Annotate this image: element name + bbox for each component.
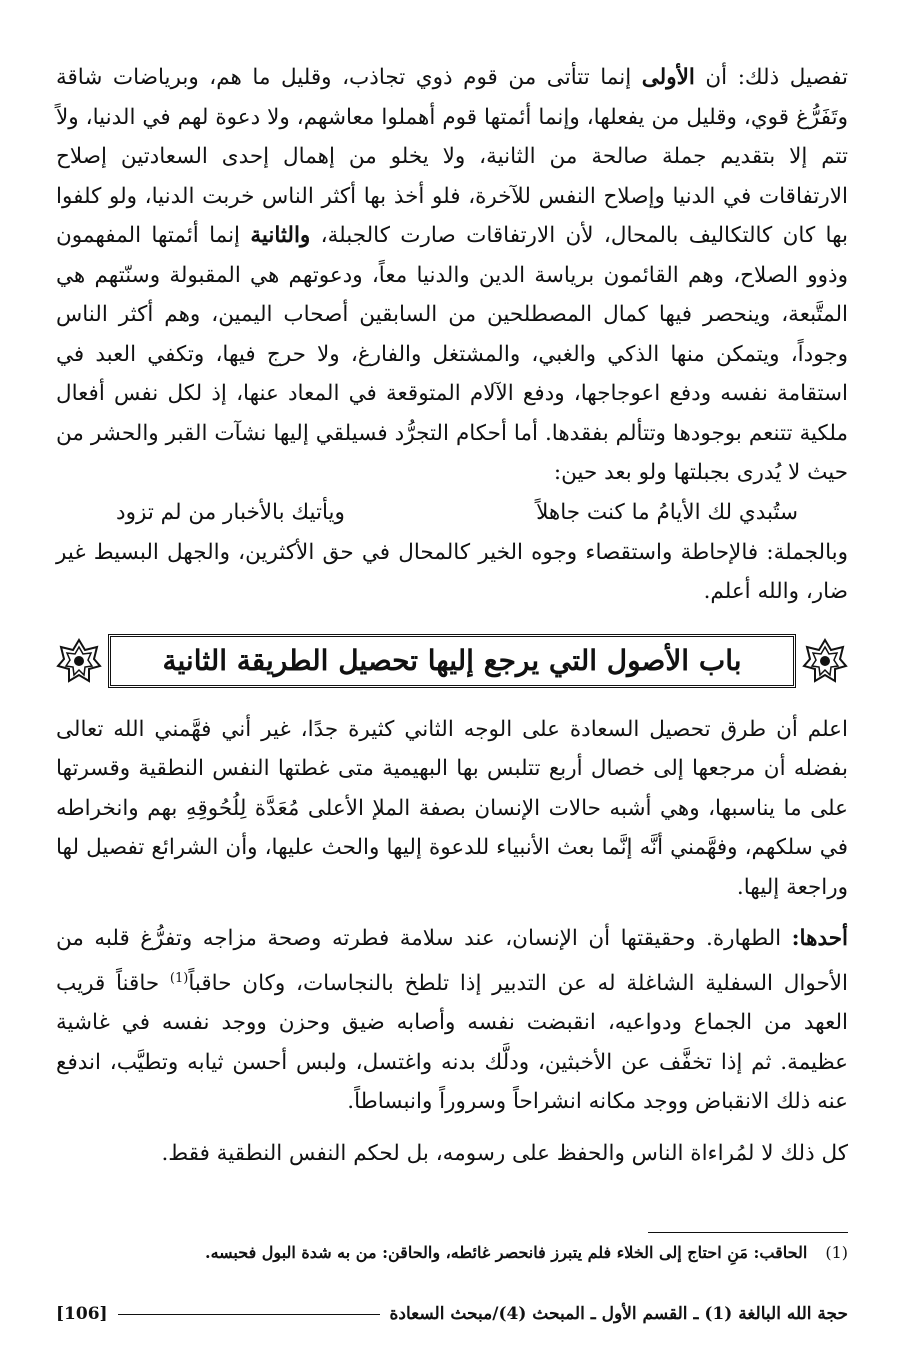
bold-term: الأولى xyxy=(641,65,695,90)
paragraph-detail xyxy=(56,58,848,493)
footer-title: حجة الله البالغة (1) ـ القسم الأول ـ المبحث (4)/مبحث السعادة xyxy=(389,1304,848,1324)
paragraph-summary: وبالجملة: فالإحاطة واستقصاء وجوه الخير كالمحال في حق الأكثرين، والجهل البسيط غير ضار، والله أعلم. xyxy=(56,539,848,604)
octagram-ornament-icon xyxy=(802,638,848,684)
footnote xyxy=(60,1240,848,1266)
footnote-divider xyxy=(648,1232,848,1233)
poem-hemistich-right: ستُبدي لك الأيامُ ما كنت جاهلاً xyxy=(536,499,798,525)
text-run: تفصيل ذلك: أن xyxy=(694,65,848,90)
bold-term: والثانية xyxy=(250,223,311,248)
footer-rule xyxy=(118,1314,380,1315)
octagram-ornament-icon xyxy=(56,638,102,684)
footnote-text: الحاقب: مَنِ احتاج إلى الخلاء فلم يتبرز فانحصر غائطه، والحاقن: من به شدة البول فحبسه. xyxy=(205,1243,808,1262)
bold-term: أحدها: xyxy=(791,926,848,951)
section-title: باب الأصول التي يرجع إليها تحصيل الطريقة الثانية xyxy=(108,634,796,688)
poem-hemistich-left: ويأتيك بالأخبار من لم تزود xyxy=(116,499,345,525)
text-run: حاقناً قريب العهد من الجماع ودواعيه، انقبضت نفسه وأصابه ضيق وحزن ووجد نفسه في غاشية عظيمة. ثم إذا تخفَّف عن الأخبثين، ودلَّك بدنه واغتسل، ولبس أحسن ثيابه وتطيَّب، اندفع عنه ذلك الانقباض ووجد مكانه انشراحاً وسروراً وانبساطاً. xyxy=(56,970,848,1115)
text-run: الطهارة. وحقيقتها أن الإنسان، عند سلامة فطرته وصحة مزاجه وتفرُّغ قلبه من الأحوال السفلية الشاغلة له عن التدبير إذا تلطخ بالنجاسات، وكان حاقباً xyxy=(56,926,848,996)
footnote-reference: (1) xyxy=(169,970,189,986)
running-footer xyxy=(56,1304,848,1324)
text-run: إنما تتأتى من قوم ذوي تجاذب، وقليل ما هم، وبرياضات شاقة وتَفَرُّغ قوي، وقليل من يفعلها، وإنما أئمتها قوم أهملوا معاشهم، ولا دعوة لهم في الدنيا، ولاً تتم إلا بتقديم جملة صالحة من الثانية، ولا يخلو من إهمال إحدى السعادتين إصلاح الارتفاقات في الدنيا وإصلاح النفس للآخرة، فلو أخذ بها أكثر الناس خربت الدنيا، ولو كلفوا بها كان كالتكاليف بالمحال، لأن الارتفاقات صارت كالجبلة، xyxy=(56,65,849,248)
paragraph-closing: كل ذلك لا لمُراءاة الناس والحفظ على رسومه، بل لحكم النفس النطقية فقط. xyxy=(161,1140,848,1166)
paragraph-first-principle xyxy=(56,919,848,1122)
text-run: إنما أئمتها المفهمون وذوو الصلاح، وهم القائمون برياسة الدين والدنيا معاً، ودعوتهم هي المقبولة وسنّتهم هي المتَّبعة، وينحصر فيها كمال المصطلحين من السابقين أصحاب اليمين، وهم أكثر الناس وجوداً، ويتمكن منها الذكي والغبي، والمشتغل والفارغ، ولا حرج فيها، وتكفي العبد في استقامة نفسه ودفع اعوجاجها، ودفع الآلام المتوقعة في المعاد عنها، إذ لكل نفس أفعال ملكية تتنعم بوجودها وتتألم بفقدها. أما أحكام التجرُّد فسيلقي إليها نشآت القبر والحشر من حيث لا يُدرى بجبلتها ولو بعد حين: xyxy=(56,223,848,485)
paragraph-intro: اعلم أن طرق تحصيل السعادة على الوجه الثاني كثيرة جدًا، غير أني فهَّمني الله تعالى بفضله أن مرجعها إلى خصال أربع تتلبس بها البهيمية متى غطتها النفس النطقية وقسرتها على ما يناسبها، وهي أشبه حالات الإنسان بصفة الملإ الأعلى مُعَدَّة لِلُحُوقِهِ بهم وانخراطه في سلكهم، وفهَّمني أنَّه إنَّما بعث الأنبياء للدعوة إليها والحث عليها، وأن الشرائع تفصيل لها وراجعة إليها. xyxy=(56,716,848,900)
poem-verse xyxy=(56,493,848,533)
section-heading xyxy=(56,634,848,688)
footnote-number: (1) xyxy=(825,1243,848,1262)
page-number: [106] xyxy=(56,1304,108,1324)
